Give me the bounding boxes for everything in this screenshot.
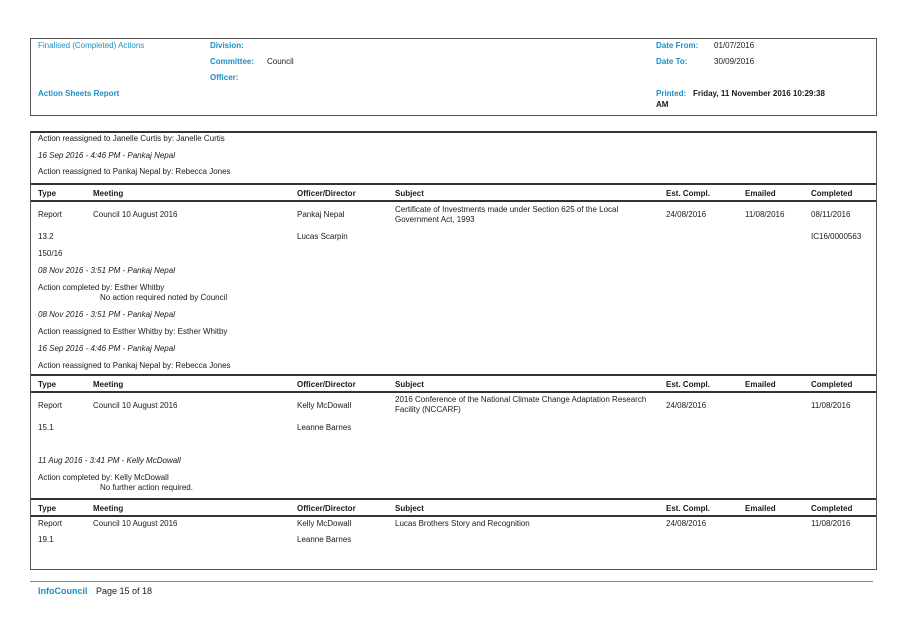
col-emailed: Emailed: [745, 504, 776, 513]
action-subject: 2016 Conference of the National Climate Change Adaptation Research Facility (NCCARF): [395, 395, 647, 414]
action-ref: IC16/0000563: [811, 232, 862, 241]
report-name: Action Sheets Report: [38, 89, 120, 98]
col-officer: Officer/Director: [297, 504, 356, 513]
note-text: Action reassigned to Pankaj Nepal by: Rebecca Jones: [38, 361, 231, 370]
note-timestamp: 16 Sep 2016 - 4:46 PM - Pankaj Nepal: [38, 344, 175, 353]
action-meeting: Council 10 August 2016: [93, 401, 178, 410]
action-completed: 08/11/2016: [811, 210, 851, 219]
action-est: 24/08/2016: [666, 519, 707, 528]
note-text: Action reassigned to Esther Whitby by: Esther Whitby: [38, 327, 228, 336]
date-to-label: Date To:: [656, 57, 688, 66]
note-text: Action reassigned to Pankaj Nepal by: Rebecca Jones: [38, 167, 231, 176]
action-emailed: 11/08/2016: [745, 210, 785, 219]
col-est: Est. Compl.: [666, 189, 711, 198]
action-est: 24/08/2016: [666, 401, 707, 410]
col-meeting: Meeting: [93, 504, 124, 513]
col-subject: Subject: [395, 504, 424, 513]
printed-label: Printed:: [656, 89, 687, 98]
action-completed: 11/08/2016: [811, 519, 851, 528]
col-officer: Officer/Director: [297, 380, 356, 389]
col-meeting: Meeting: [93, 189, 124, 198]
col-type: Type: [38, 504, 57, 513]
column-header-row: [31, 374, 876, 393]
col-subject: Subject: [395, 189, 424, 198]
action-subject: Lucas Brothers Story and Recognition: [395, 519, 530, 528]
date-from-label: Date From:: [656, 41, 699, 50]
action-officer: Pankaj Nepal: [297, 210, 345, 219]
col-completed: Completed: [811, 504, 853, 513]
report-header: [30, 38, 877, 116]
officer-label: Officer:: [210, 73, 239, 82]
action-completed: 11/08/2016: [811, 401, 851, 410]
note-timestamp: 08 Nov 2016 - 3:51 PM - Pankaj Nepal: [38, 266, 175, 275]
action-type: Report: [38, 519, 63, 528]
col-emailed: Emailed: [745, 380, 776, 389]
action-director: Leanne Barnes: [297, 535, 352, 544]
col-completed: Completed: [811, 380, 853, 389]
action-item: 19.1: [38, 535, 54, 544]
col-completed: Completed: [811, 189, 853, 198]
col-subject: Subject: [395, 380, 424, 389]
note-timestamp: 11 Aug 2016 - 3:41 PM - Kelly McDowall: [38, 456, 181, 465]
committee-value: Council: [267, 57, 294, 66]
action-director: Lucas Scarpin: [297, 232, 348, 241]
action-director: Leanne Barnes: [297, 423, 352, 432]
action-sub-number: 150/16: [38, 249, 63, 258]
note-text: Action completed by: Esther Whitby: [38, 283, 165, 292]
action-item: 15.1: [38, 423, 54, 432]
note-text: No action required noted by Council: [100, 293, 228, 302]
col-type: Type: [38, 189, 57, 198]
col-emailed: Emailed: [745, 189, 776, 198]
date-from-value: 01/07/2016: [714, 41, 755, 50]
date-to-value: 30/09/2016: [714, 57, 755, 66]
action-officer: Kelly McDowall: [297, 519, 352, 528]
col-officer: Officer/Director: [297, 189, 356, 198]
action-est: 24/08/2016: [666, 210, 707, 219]
footer-divider: [30, 581, 873, 582]
col-est: Est. Compl.: [666, 380, 711, 389]
note-text: Action completed by: Kelly McDowall: [38, 473, 169, 482]
column-header-row: [31, 183, 876, 202]
printed-suffix: AM: [656, 100, 669, 109]
action-meeting: Council 10 August 2016: [93, 519, 178, 528]
action-officer: Kelly McDowall: [297, 401, 352, 410]
note-timestamp: 16 Sep 2016 - 4:46 PM - Pankaj Nepal: [38, 151, 175, 160]
note-timestamp: 08 Nov 2016 - 3:51 PM - Pankaj Nepal: [38, 310, 175, 319]
footer-brand: InfoCouncil: [38, 586, 88, 596]
note-text: No further action required.: [100, 483, 193, 492]
col-type: Type: [38, 380, 57, 389]
committee-label: Committee:: [210, 57, 255, 66]
printed-value: Friday, 11 November 2016 10:29:38: [693, 89, 825, 98]
column-header-row: [31, 498, 876, 517]
col-meeting: Meeting: [93, 380, 124, 389]
action-type: Report: [38, 401, 63, 410]
col-est: Est. Compl.: [666, 504, 711, 513]
actions-table: [30, 131, 877, 570]
action-meeting: Council 10 August 2016: [93, 210, 178, 219]
action-subject: Certificate of Investments made under Section 625 of the Local Government Act, 1993: [395, 205, 619, 224]
note-text: Action reassigned to Janelle Curtis by: Janelle Curtis: [38, 134, 225, 143]
division-label: Division:: [210, 41, 244, 50]
report-type: Finalised (Completed) Actions: [38, 41, 145, 50]
page-number: Page 15 of 18: [96, 586, 153, 596]
action-type: Report: [38, 210, 63, 219]
action-item: 13.2: [38, 232, 54, 241]
